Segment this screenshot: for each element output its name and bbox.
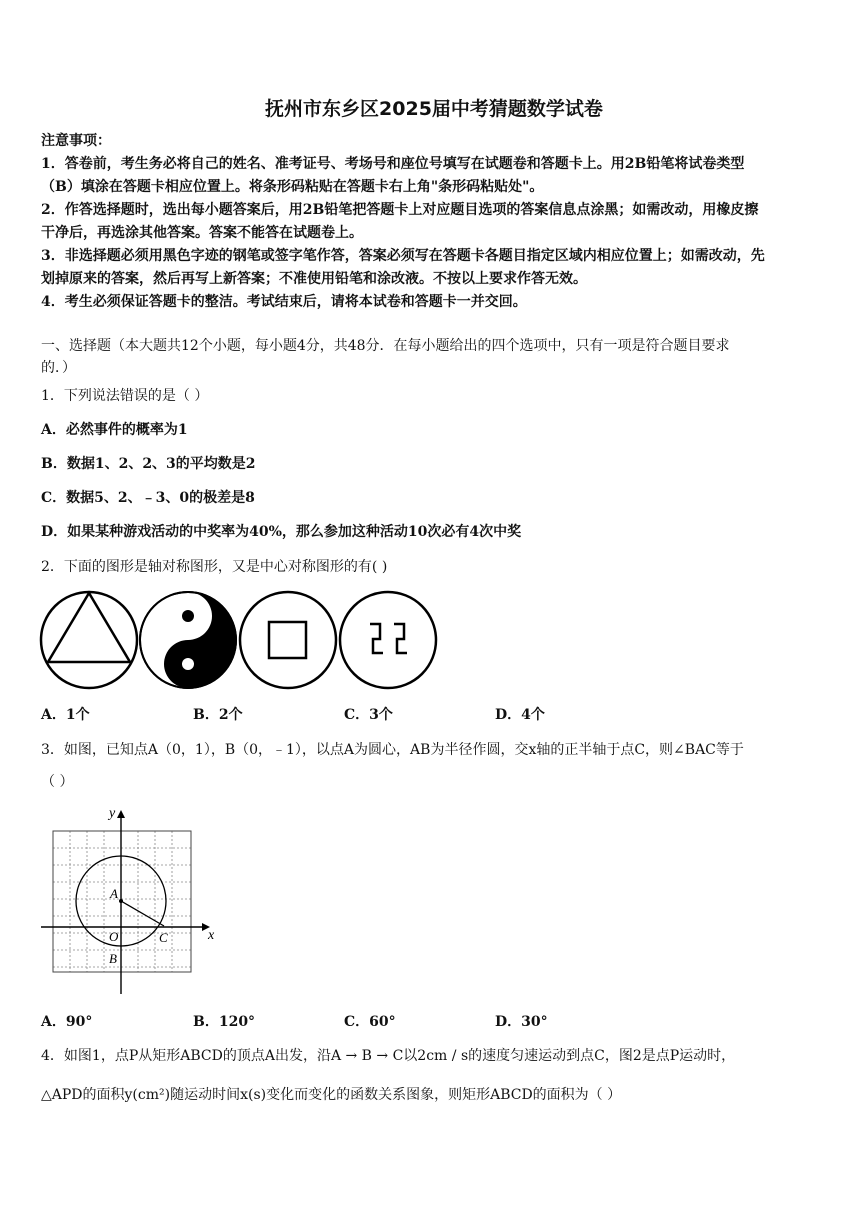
q3-stem-cont: （ ） [41, 774, 74, 790]
q3-option-b: B．120° [193, 1014, 256, 1030]
notice-item: （B）填涂在答题卡相应位置上。将条形码粘贴在答题卡右上角"条形码粘贴处"。 [41, 179, 544, 195]
notice-item: 4．考生必须保证答题卡的整洁。考试结束后，请将本试卷和答题卡一并交回。 [41, 294, 527, 310]
notice-item: 划掉原来的答案，然后再写上新答案；不准使用铅笔和涂改液。不按以上要求作答无效。 [41, 271, 587, 287]
q2-option-d: D．4个 [495, 707, 545, 723]
notice-item: 干净后，再选涂其他答案。答案不能答在试题卷上。 [41, 225, 363, 241]
label-c: C [159, 930, 168, 945]
circle-square-figure [240, 592, 336, 688]
notice-item: 2．作答选择题时，选出每小题答案后，用2B铅笔把答题卡上对应题目选项的答案信息点涂黑；如需改动，用橡皮擦 [41, 202, 759, 218]
q3-option-d: D．30° [495, 1014, 548, 1030]
section-heading-cont: 的．） [41, 360, 76, 376]
q3-stem: 3．如图，已知点A（0，1），B（0，﹣1），以点A为圆心，AB为半径作圆，交x轴的正半轴于点C，则∠BAC等于 [41, 742, 744, 758]
q1-option-d: D．如果某种游戏活动的中奖率为40%，那么参加这种活动10次必有4次中奖 [41, 524, 522, 540]
circle-fret-figure [340, 592, 436, 688]
section-heading: 一、选择题（本大题共12个小题，每小题4分，共48分．在每小题给出的四个选项中，只有一项是符合题目要求 [41, 338, 730, 354]
q2-option-c: C．3个 [344, 707, 393, 723]
q2-stem: 2．下面的图形是轴对称图形，又是中心对称图形的有( ) [41, 559, 388, 575]
label-a: A [110, 886, 118, 901]
q4-stem-cont: △APD的面积y(cm²)随运动时间x(s)变化而变化的函数关系图象，则矩形ABCD的面积为（ ） [41, 1087, 622, 1103]
q3-option-a: A．90° [41, 1014, 93, 1030]
q1-option-c: C．数据5、2、﹣3、0的极差是8 [41, 490, 255, 506]
notice-heading: 注意事项： [41, 133, 111, 149]
label-y: y [109, 806, 116, 821]
q2-figures [38, 589, 440, 691]
point-a [119, 899, 123, 903]
y-axis-arrow [117, 810, 125, 818]
label-x: x [208, 928, 215, 943]
q1-stem: 1．下列说法错误的是（ ） [41, 388, 209, 404]
notice-item: 1．答卷前，考生务必将自己的姓名、准考证号、考场号和座位号填写在试题卷和答题卡上。用2B铅笔将试卷类型 [41, 156, 745, 172]
circle-triangle-figure [41, 592, 137, 688]
q3-figure [38, 802, 228, 1000]
notice-item: 3．非选择题必须用黑色字迹的钢笔或签字笔作答，答案必须写在答题卡各题目指定区域内相应位置上；如需改动，先 [41, 248, 765, 264]
q2-option-b: B．2个 [193, 707, 243, 723]
q3-option-c: C．60° [344, 1014, 396, 1030]
label-o: O [109, 929, 119, 944]
q1-option-a: A．必然事件的概率为1 [41, 422, 188, 438]
q2-option-a: A．1个 [41, 707, 90, 723]
segment-ac [121, 901, 164, 926]
label-b: B [109, 951, 117, 966]
yin-yang-figure [140, 592, 236, 688]
exam-title: 抚州市东乡区2025届中考猜题数学试卷 [265, 98, 603, 120]
q1-option-b: B．数据1、2、2、3的平均数是2 [41, 456, 256, 472]
q4-stem: 4．如图1，点P从矩形ABCD的顶点A出发，沿A → B → C以2cm / s的速度匀速运动到点C，图2是点P运动时， [41, 1048, 736, 1064]
